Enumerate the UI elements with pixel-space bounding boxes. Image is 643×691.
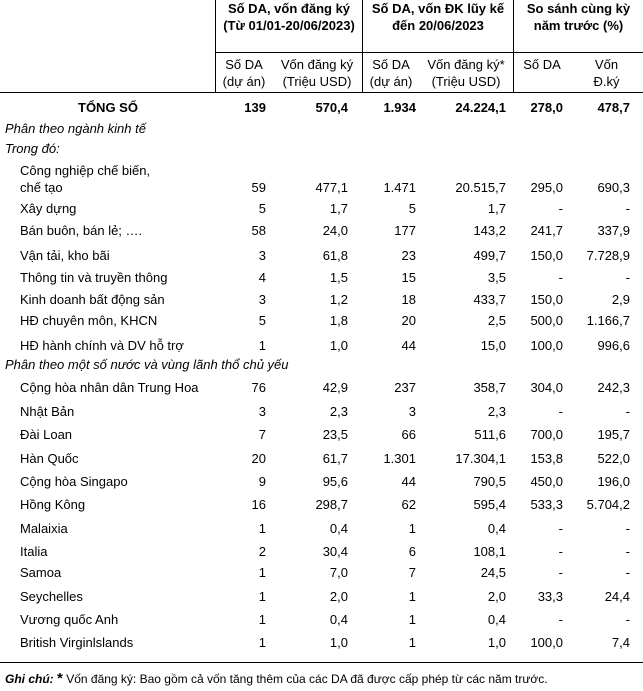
table-cell: 62 bbox=[401, 497, 416, 512]
total-cell: 278,0 bbox=[530, 100, 563, 115]
table-cell: 1,0 bbox=[329, 338, 348, 353]
col-header-capital: Vốn đăng ký (Triệu USD) bbox=[280, 57, 354, 89]
table-cell: 61,7 bbox=[322, 451, 348, 466]
table-cell: 790,5 bbox=[473, 474, 506, 489]
table-bottom-rule bbox=[0, 662, 643, 663]
table-row bbox=[0, 427, 643, 447]
table-cell: - bbox=[558, 270, 563, 285]
table-row bbox=[0, 270, 643, 290]
table-cell: - bbox=[558, 565, 563, 580]
table-cell: 24,0 bbox=[322, 223, 348, 238]
table-cell: 1 bbox=[258, 612, 266, 627]
table-cell: 44 bbox=[401, 338, 416, 353]
table-cell: 153,8 bbox=[530, 451, 563, 466]
table-cell: 7 bbox=[408, 565, 416, 580]
table-cell: 2,9 bbox=[611, 292, 630, 307]
table-row bbox=[0, 474, 643, 494]
table-cell: 450,0 bbox=[530, 474, 563, 489]
table-cell: 150,0 bbox=[530, 248, 563, 263]
table-cell: 2,5 bbox=[487, 313, 506, 328]
table-row bbox=[0, 338, 643, 358]
table-cell: 1 bbox=[258, 635, 266, 650]
row-label: Thông tin và truyền thông bbox=[20, 270, 168, 285]
table-cell: 499,7 bbox=[473, 248, 506, 263]
row-label: Samoa bbox=[20, 565, 62, 580]
table-cell: 1,5 bbox=[329, 270, 348, 285]
table-cell: 3 bbox=[258, 404, 266, 419]
row-label: Xây dựng bbox=[20, 201, 77, 216]
row-label: Hàn Quốc bbox=[20, 451, 79, 466]
table-cell: 241,7 bbox=[530, 223, 563, 238]
group-title-comparison: So sánh cùng kỳ năm trước (%) bbox=[526, 1, 631, 33]
table-cell: - bbox=[625, 201, 630, 216]
table-cell: 5 bbox=[258, 201, 266, 216]
col-header-cum-capital: Vốn đăng ký* (Triệu USD) bbox=[427, 57, 505, 89]
table-row bbox=[0, 292, 643, 312]
table-row bbox=[0, 248, 643, 268]
table-row bbox=[0, 589, 643, 609]
table-cell: 304,0 bbox=[530, 380, 563, 395]
table-cell: 33,3 bbox=[537, 589, 563, 604]
group-title-cumulative: Số DA, vốn ĐK lũy kế đến 20/06/2023 bbox=[371, 1, 505, 33]
table-cell: 3 bbox=[258, 248, 266, 263]
table-cell: 2,0 bbox=[329, 589, 348, 604]
row-label: chế tạo bbox=[20, 180, 63, 195]
table-row bbox=[0, 497, 643, 517]
table-cell: 522,0 bbox=[597, 451, 630, 466]
table-cell: 30,4 bbox=[322, 544, 348, 559]
table-cell: 1,7 bbox=[329, 201, 348, 216]
table-cell: 511,6 bbox=[474, 427, 506, 442]
table-cell: 100,0 bbox=[530, 338, 563, 353]
footnote-star: * bbox=[57, 670, 63, 687]
table-cell: - bbox=[625, 565, 630, 580]
row-label: Vương quốc Anh bbox=[20, 612, 119, 627]
col-header-projects: Số DA (dự án) bbox=[222, 57, 266, 89]
row-label: Đài Loan bbox=[20, 427, 73, 442]
table-cell: 2,3 bbox=[487, 404, 506, 419]
col-header-cum-projects: Số DA (dự án) bbox=[369, 57, 413, 89]
table-row bbox=[0, 163, 643, 200]
table-cell: 3,5 bbox=[487, 270, 506, 285]
table-cell: 0,4 bbox=[329, 612, 348, 627]
table-cell: - bbox=[625, 544, 630, 559]
footnote bbox=[5, 670, 548, 687]
table-cell: 7 bbox=[258, 427, 266, 442]
table-cell: 7.728,9 bbox=[586, 248, 630, 263]
row-label: Hồng Kông bbox=[20, 497, 86, 512]
table-cell: 3 bbox=[258, 292, 266, 307]
table-cell: - bbox=[558, 201, 563, 216]
table-cell: 44 bbox=[401, 474, 416, 489]
table-cell: 177 bbox=[394, 223, 416, 238]
section-title-country: Phân theo một số nước và vùng lãnh thổ chủ yếu bbox=[5, 357, 289, 372]
table-cell: 595,4 bbox=[473, 497, 506, 512]
row-label: Seychelles bbox=[20, 589, 83, 604]
table-cell: 237 bbox=[394, 380, 416, 395]
total-row bbox=[0, 100, 643, 120]
total-cell: 1.934 bbox=[383, 100, 416, 115]
row-label: Bán buôn, bán lẻ; …. bbox=[20, 223, 143, 238]
table-cell: 76 bbox=[251, 380, 266, 395]
table-cell: 195,7 bbox=[597, 427, 630, 442]
row-label: Kinh doanh bất động sản bbox=[20, 292, 165, 307]
row-label: Cộng hòa Singapo bbox=[20, 474, 128, 489]
table-cell: 5.704,2 bbox=[586, 497, 630, 512]
table-row bbox=[0, 313, 643, 333]
table-cell: 1.166,7 bbox=[586, 313, 630, 328]
table-cell: 5 bbox=[408, 201, 416, 216]
row-label: Italia bbox=[20, 544, 48, 559]
table-cell: 66 bbox=[401, 427, 416, 442]
table-cell: 1 bbox=[408, 589, 416, 604]
table-cell: 298,7 bbox=[315, 497, 348, 512]
table-cell: 7,0 bbox=[329, 565, 348, 580]
table-row bbox=[0, 565, 643, 585]
table-cell: 0,4 bbox=[329, 521, 348, 536]
table-cell: 337,9 bbox=[597, 223, 630, 238]
table-cell: 1 bbox=[408, 612, 416, 627]
table-cell: - bbox=[625, 612, 630, 627]
table-cell: 16 bbox=[251, 497, 266, 512]
table-cell: 18 bbox=[401, 292, 416, 307]
table-cell: 1 bbox=[258, 565, 266, 580]
table-row bbox=[0, 404, 643, 424]
table-cell: 196,0 bbox=[597, 474, 630, 489]
table-row bbox=[0, 201, 643, 221]
table-cell: 23,5 bbox=[322, 427, 348, 442]
header-rule bbox=[215, 52, 643, 53]
table-cell: 1,0 bbox=[487, 635, 506, 650]
table-cell: 20 bbox=[401, 313, 416, 328]
table-cell: 500,0 bbox=[530, 313, 563, 328]
table-cell: 1.471 bbox=[383, 180, 416, 195]
table-cell: 15 bbox=[401, 270, 416, 285]
table-cell: 9 bbox=[258, 474, 266, 489]
table-cell: 1,7 bbox=[487, 201, 506, 216]
table-cell: - bbox=[625, 270, 630, 285]
table-row bbox=[0, 544, 643, 564]
table-cell: 95,6 bbox=[322, 474, 348, 489]
col-header-cmp-projects: Số DA bbox=[523, 57, 561, 72]
table-cell: 533,3 bbox=[530, 497, 563, 512]
row-label: Malaixia bbox=[20, 521, 68, 536]
group-title-registered: Số DA, vốn đăng ký (Từ 01/01-20/06/2023) bbox=[223, 1, 355, 33]
table-cell: 15,0 bbox=[480, 338, 506, 353]
table-cell: 5 bbox=[258, 313, 266, 328]
row-label: Vận tải, kho bãi bbox=[20, 248, 110, 263]
table-row bbox=[0, 635, 643, 655]
footnote-text: Vốn đăng ký: Bao gồm cả vốn tăng thêm của các DA đã được cấp phép từ các năm trước. bbox=[66, 672, 548, 686]
row-label: Cộng hòa nhân dân Trung Hoa bbox=[20, 380, 199, 395]
row-label: Công nghiệp chế biến, bbox=[20, 163, 151, 178]
table-row bbox=[0, 612, 643, 632]
total-cell: 478,7 bbox=[597, 100, 630, 115]
table-cell: 3 bbox=[408, 404, 416, 419]
table-cell: - bbox=[625, 404, 630, 419]
table-cell: 100,0 bbox=[530, 635, 563, 650]
total-label: TỔNG SỐ bbox=[78, 100, 138, 115]
table-cell: 690,3 bbox=[597, 180, 630, 195]
table-cell: 1 bbox=[408, 635, 416, 650]
table-row bbox=[0, 380, 643, 400]
table-cell: 996,6 bbox=[597, 338, 630, 353]
col-header-cmp-capital: Vốn Đ.ký bbox=[593, 57, 620, 89]
table-cell: - bbox=[558, 521, 563, 536]
table-cell: 42,9 bbox=[322, 380, 348, 395]
table-cell: 20 bbox=[251, 451, 266, 466]
table-row bbox=[0, 451, 643, 471]
table-cell: 700,0 bbox=[530, 427, 563, 442]
header-bottom-rule bbox=[0, 92, 643, 93]
table-cell: 23 bbox=[401, 248, 416, 263]
table-cell: 58 bbox=[251, 223, 266, 238]
table-cell: 295,0 bbox=[530, 180, 563, 195]
table-cell: 1 bbox=[258, 589, 266, 604]
section-title-industry: Phân theo ngành kinh tế bbox=[5, 121, 146, 136]
table-cell: 20.515,7 bbox=[455, 180, 506, 195]
table-cell: 61,8 bbox=[322, 248, 348, 263]
row-label: HĐ hành chính và DV hỗ trợ bbox=[20, 338, 184, 353]
row-label: Nhật Bản bbox=[20, 404, 75, 419]
table-cell: 143,2 bbox=[473, 223, 506, 238]
table-cell: 2 bbox=[258, 544, 266, 559]
table-cell: 433,7 bbox=[473, 292, 506, 307]
table-cell: 0,4 bbox=[487, 612, 506, 627]
table-cell: 0,4 bbox=[487, 521, 506, 536]
table-cell: - bbox=[625, 521, 630, 536]
table-cell: 242,3 bbox=[597, 380, 630, 395]
table-cell: - bbox=[558, 404, 563, 419]
table-cell: 358,7 bbox=[473, 380, 506, 395]
table-cell: 2,3 bbox=[329, 404, 348, 419]
table-cell: 2,0 bbox=[487, 589, 506, 604]
table-cell: 1 bbox=[408, 521, 416, 536]
table-cell: 108,1 bbox=[473, 544, 506, 559]
table-cell: 1.301 bbox=[383, 451, 416, 466]
row-label: British Virginlslands bbox=[20, 635, 134, 650]
table-cell: 24,4 bbox=[604, 589, 630, 604]
total-cell: 24.224,1 bbox=[455, 100, 506, 115]
table-cell: 477,1 bbox=[315, 180, 348, 195]
total-cell: 570,4 bbox=[315, 100, 348, 115]
table-cell: 150,0 bbox=[530, 292, 563, 307]
row-label: HĐ chuyên môn, KHCN bbox=[20, 313, 158, 328]
table-row bbox=[0, 223, 643, 243]
table-cell: 1 bbox=[258, 338, 266, 353]
table-cell: 6 bbox=[408, 544, 416, 559]
table-cell: 59 bbox=[251, 180, 266, 195]
table-cell: - bbox=[558, 544, 563, 559]
table-cell: 7,4 bbox=[611, 635, 630, 650]
total-cell: 139 bbox=[244, 100, 266, 115]
table-row bbox=[0, 521, 643, 541]
table-cell: - bbox=[558, 612, 563, 627]
table-cell: 24,5 bbox=[480, 565, 506, 580]
table-cell: 1 bbox=[258, 521, 266, 536]
footnote-label: Ghi chú: bbox=[5, 672, 54, 686]
table-cell: 1,0 bbox=[329, 635, 348, 650]
table-cell: 17.304,1 bbox=[455, 451, 506, 466]
section-subtitle: Trong đó: bbox=[5, 141, 60, 156]
table-cell: 1,2 bbox=[329, 292, 348, 307]
table-cell: 4 bbox=[258, 270, 266, 285]
table-cell: 1,8 bbox=[329, 313, 348, 328]
